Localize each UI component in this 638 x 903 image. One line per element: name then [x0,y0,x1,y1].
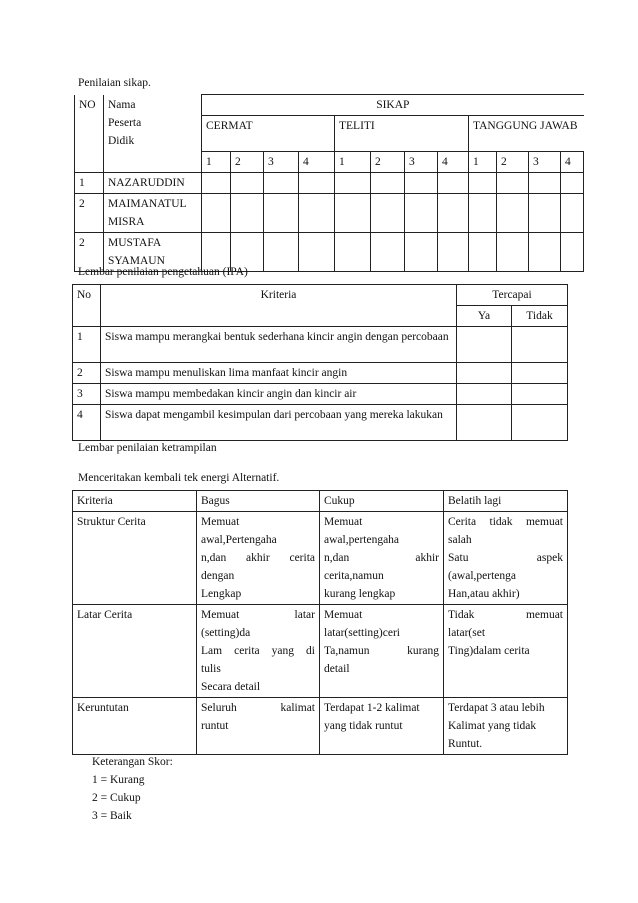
row-kriteria: Struktur Cerita [73,512,197,605]
keterangan-block [92,753,173,825]
cell-bagus: Memuat awal,Pertengaha n,dan akhir cerita dengan Lengkap [197,512,320,605]
col-no-header: NO [75,95,104,173]
ketrampilan-subtitle: Menceritakan kembali tek energi Alternatif. [78,472,280,484]
table-row [73,605,568,698]
row-kriteria: Keruntutan [73,698,197,755]
keterangan-item: 2 = Cukup [92,792,141,804]
row-no: 3 [73,384,101,405]
student-name: NAZARUDDIN [104,173,202,194]
student-no: 2 [75,194,104,233]
table-row [73,327,568,363]
score-label: 2 [371,152,405,173]
row-kriteria: Siswa mampu menuliskan lima manfaat kincir angin [101,363,457,384]
row-kriteria: Siswa mampu merangkai bentuk sederhana kincir angin dengan percobaan [101,327,457,363]
cell-belatih: Terdapat 3 atau lebih Kalimat yang tidak Runtut. [444,698,568,755]
score-label: 2 [231,152,264,173]
row-no: 2 [73,363,101,384]
score-label: 4 [561,152,584,173]
table-row [73,405,568,441]
table-row [73,363,568,384]
table-row [73,384,568,405]
aspect-cermat: CERMAT [202,116,335,152]
cell-belatih: Cerita tidak memuat salah Satu aspek (awal,pertenga Han,atau akhir) [444,512,568,605]
pengetahuan-title: Lembar penilaian pengetahuan (IPA) [78,266,248,278]
col-sikap-header: SIKAP [202,95,584,116]
cell-belatih: Tidak memuat latar(set Ting)dalam cerita [444,605,568,698]
col-no-header: No [73,285,101,327]
cell-bagus: Memuat latar (setting)da Lam cerita yang di tulis Secara detail [197,605,320,698]
score-label: 2 [497,152,529,173]
pengetahuan-table [72,284,568,441]
col-kriteria-header: Kriteria [101,285,457,327]
col-kriteria-header: Kriteria [73,491,197,512]
cell-cukup: Memuat awal,pertengaha n,dan akhir cerita,namun kurang lengkap [320,512,444,605]
sikap-table [74,94,584,272]
col-ya-header: Ya [457,306,512,327]
score-label: 3 [405,152,438,173]
aspect-tanggung-jawab: TANGGUNG JAWAB [469,116,584,152]
student-name: MUSTAFA SYAMAUN [104,233,202,272]
score-label: 1 [202,152,231,173]
col-cukup-header: Cukup [320,491,444,512]
row-kriteria: Siswa mampu membedakan kincir angin dan kincir air [101,384,457,405]
table-row [73,698,568,755]
row-no: 4 [73,405,101,441]
cell-cukup: Memuat latar(setting)ceri Ta,namun kurang detail [320,605,444,698]
table-row [73,512,568,605]
score-label: 3 [264,152,299,173]
score-label: 4 [299,152,335,173]
row-kriteria: Siswa dapat mengambil kesimpulan dari percobaan yang mereka lakukan [101,405,457,441]
sikap-title: Penilaian sikap. [78,77,151,89]
student-name: MAIMANATUL MISRA [104,194,202,233]
ketrampilan-title: Lembar penilaian ketrampilan [78,442,217,454]
student-no: 2 [75,233,104,272]
score-label: 3 [529,152,561,173]
col-belatih-header: Belatih lagi [444,491,568,512]
col-bagus-header: Bagus [197,491,320,512]
cell-bagus: Seluruh kalimat runtut [197,698,320,755]
student-no: 1 [75,173,104,194]
keterangan-item: 3 = Baik [92,810,132,822]
row-no: 1 [73,327,101,363]
aspect-teliti: TELITI [335,116,469,152]
cell-cukup: Terdapat 1-2 kalimat yang tidak runtut [320,698,444,755]
score-label: 1 [469,152,497,173]
table-row [75,173,584,194]
score-label: 1 [335,152,371,173]
table-row [75,194,584,233]
ketrampilan-table [72,490,568,755]
col-tercapai-header: Tercapai [457,285,568,306]
score-label: 4 [438,152,469,173]
keterangan-title: Keterangan Skor: [92,756,173,768]
row-kriteria: Latar Cerita [73,605,197,698]
header-row [73,491,568,512]
col-name-header: Nama Peserta Didik [104,95,202,173]
keterangan-item: 1 = Kurang [92,774,145,786]
col-tidak-header: Tidak [512,306,568,327]
